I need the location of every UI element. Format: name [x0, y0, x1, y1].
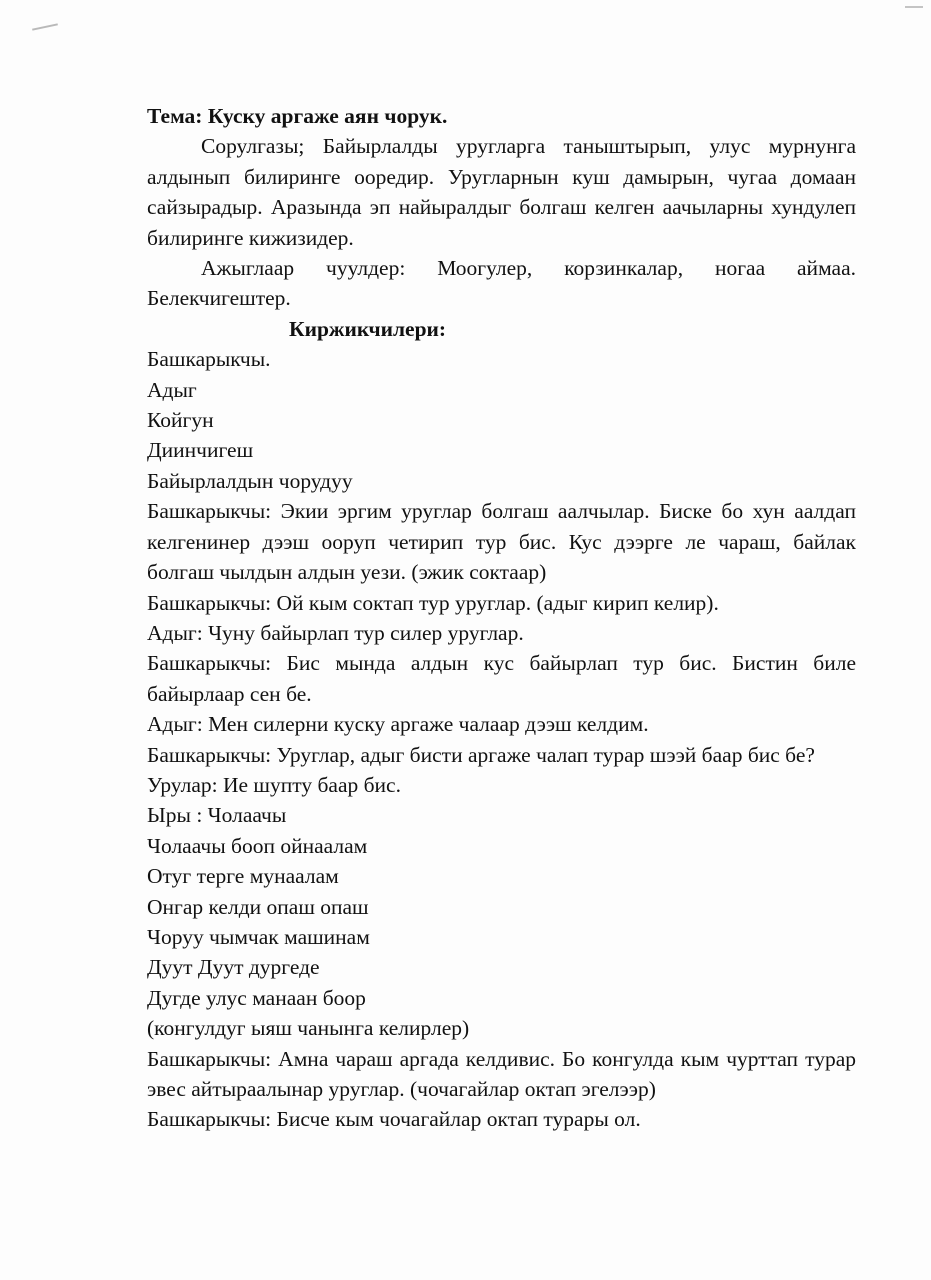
song-line: Отуг терге мунаалам [147, 864, 339, 889]
dialogue-line: Башкарыкчы: Экии эргим уруглар болгаш аалчылар. Биске бо хун аалдап келгенинер дээш ооруп четирип тур бис. Кус дээрге ле чараш, байлак болгаш чылдын алдын уези. (эжик соктаар) [147, 499, 856, 585]
purpose-paragraph: Сорулгазы; Байырлалды уругларга таныштырып, улус мурнунга алдынып билиринге ооредир. Уругларнын куш дамырын, чугаа домаан сайзырадыр. Аразында эп найыралдыг болгаш келген аачыларны хундулеп билиринге кижизидер. [147, 134, 856, 250]
scan-mark [32, 23, 58, 30]
participant-line: Диинчигеш [147, 438, 254, 463]
section-line: Байырлалдын чорудуу [147, 468, 353, 493]
participant-line: Адыг [147, 377, 197, 402]
song-line: Ыры : Чолаачы [147, 803, 287, 828]
equipment-paragraph: Ажыглаар чуулдер: Моогулер, корзинкалар, ногаа аймаа. Белекчигештер. [147, 256, 856, 311]
song-line: Дуут Дуут дургеде [147, 955, 320, 980]
dialogue-line: Башкарыкчы: Бисче кым чочагайлар октап турары ол. [147, 1107, 641, 1132]
stage-direction: (конгулдуг ыяш чанынга келирлер) [147, 1016, 470, 1041]
dialogue-line: Башкарыкчы: Ой кым соктап тур уруглар. (адыг кирип келир). [147, 590, 719, 615]
song-line: Чоруу чымчак машинам [147, 924, 370, 949]
document-body [147, 101, 856, 1135]
dialogue-line: Адыг: Мен силерни куску аргаже чалаар дээш келдим. [147, 712, 649, 737]
dialogue-line: Адыг: Чуну байырлап тур силер уруглар. [147, 620, 524, 645]
song-line: Чолаачы бооп ойнаалам [147, 833, 368, 858]
song-line: Дугде улус манаан боор [147, 985, 366, 1010]
dialogue-line: Башкарыкчы: Бис мында алдын кус байырлап тур бис. Бистин биле байырлаар сен бе. [147, 651, 856, 706]
dialogue-line: Башкарыкчы: Амна чараш аргада келдивис. Бо конгулда кым чурттап турар эвес айтыраалынар уруглар. (чочагайлар октап эгелээр) [147, 1046, 856, 1101]
participant-line: Башкарыкчы. [147, 347, 271, 372]
participant-line: Койгун [147, 408, 214, 433]
dialogue-line: Урулар: Ие шупту баар бис. [147, 772, 401, 797]
dialogue-line: Башкарыкчы: Уруглар, адыг бисти аргаже чалап турар шээй баар бис бе? [147, 742, 815, 767]
scan-mark [905, 6, 923, 8]
participants-heading: Киржикчилери: [289, 316, 447, 341]
song-line: Онгар келди опаш опаш [147, 894, 369, 919]
document-title: Тема: Куску аргаже аян чорук. [147, 104, 448, 128]
